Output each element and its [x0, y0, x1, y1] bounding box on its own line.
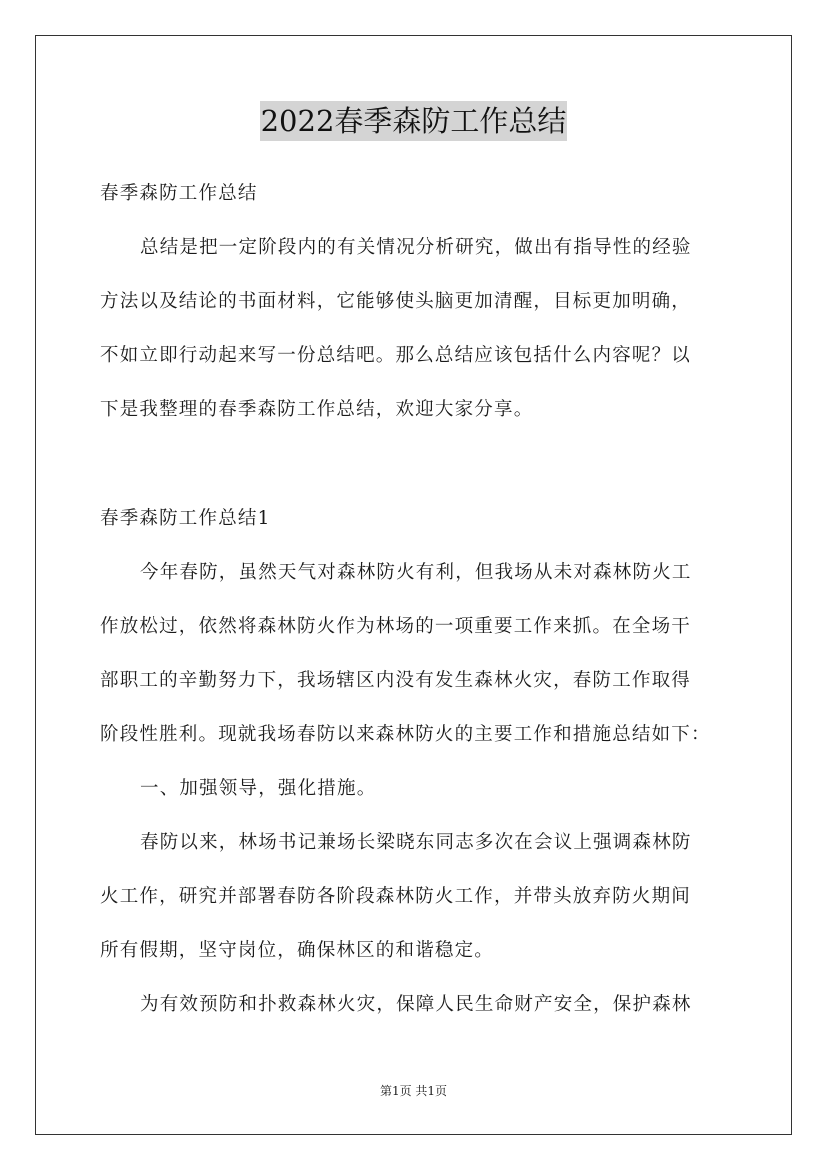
body-line: 作放松过，依然将森林防火作为林场的一项重要工作来抓。在全场干	[100, 616, 692, 637]
body-line: 今年春防，虽然天气对森林防火有利，但我场从未对森林防火工	[140, 562, 692, 583]
intro-line: 不如立即行动起来写一份总结吧。那么总结应该包括什么内容呢？以	[100, 345, 692, 366]
intro-line: 下是我整理的春季森防工作总结，欢迎大家分享。	[100, 399, 534, 420]
page-number-footer: 第1页 共1页	[379, 1084, 448, 1098]
body-line: 为有效预防和扑救森林火灾，保障人民生命财产安全，保护森林	[140, 994, 692, 1015]
body-line: 春防以来，林场书记兼场长梁晓东同志多次在会议上强调森林防	[140, 832, 692, 853]
intro-line: 总结是把一定阶段内的有关情况分析研究，做出有指导性的经验	[140, 237, 692, 258]
list-heading: 一、加强领导，强化措施。	[140, 778, 377, 799]
body-line: 所有假期，坚守岗位，确保林区的和谐稳定。	[100, 940, 495, 961]
document-title: 2022春季森防工作总结	[260, 101, 568, 141]
body-line: 部职工的辛勤努力下，我场辖区内没有发生森林火灾，春防工作取得	[100, 670, 692, 691]
section-heading: 春季森防工作总结1	[100, 508, 271, 529]
body-line: 火工作，研究并部署春防各阶段森林防火工作，并带头放弃防火期间	[100, 886, 692, 907]
subtitle: 春季森防工作总结	[100, 183, 258, 204]
body-line: 阶段性胜利。现就我场春防以来森林防火的主要工作和措施总结如下：	[100, 724, 711, 745]
intro-line: 方法以及结论的书面材料，它能够使头脑更加清醒，目标更加明确，	[100, 291, 692, 312]
title-container	[0, 101, 827, 141]
